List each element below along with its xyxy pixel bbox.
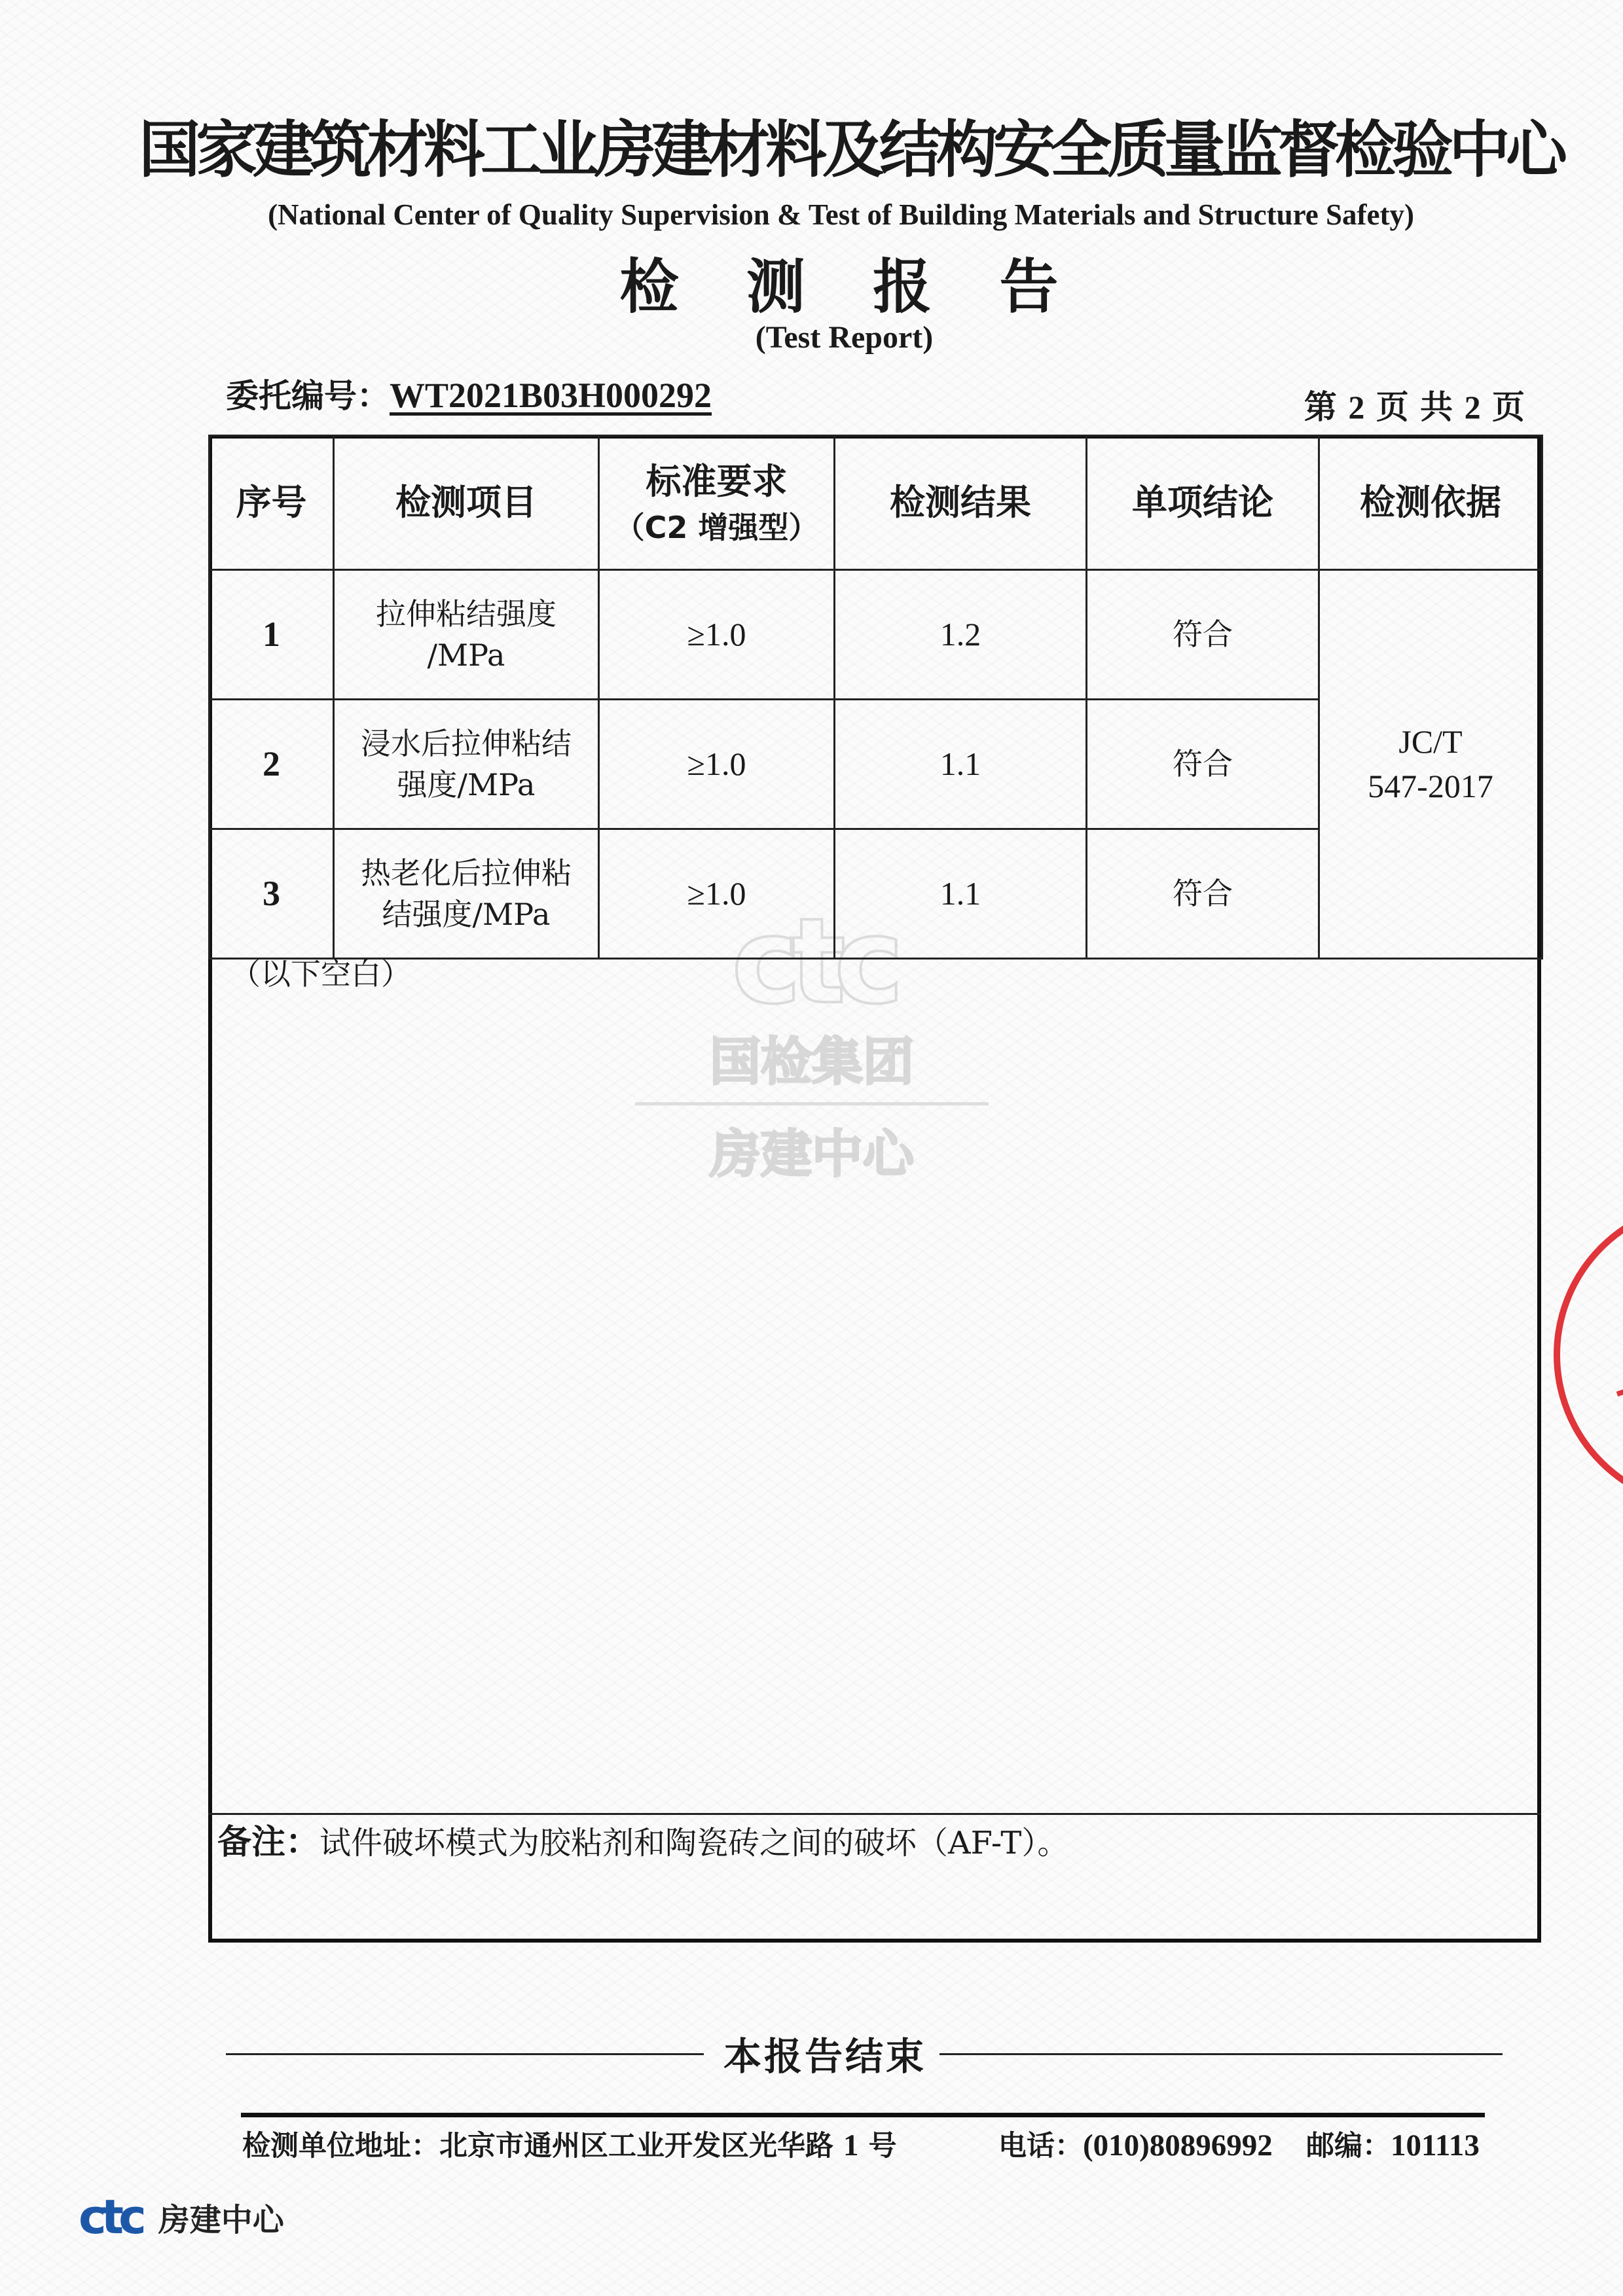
page-suffix: 页 bbox=[1492, 388, 1525, 426]
report-title-english: (Test Report) bbox=[755, 320, 934, 355]
header-result: 检测结果 bbox=[835, 436, 1087, 570]
row-standard: ≥1.0 bbox=[599, 829, 835, 959]
row-item-line2: /MPa bbox=[427, 637, 505, 673]
end-rule-left bbox=[226, 2053, 704, 2055]
phone bbox=[998, 2124, 1273, 2164]
remarks bbox=[217, 1814, 1068, 1863]
page-mid: 页 共 bbox=[1376, 388, 1453, 426]
watermark-logo: ctc bbox=[731, 893, 892, 1030]
address-label: 检测单位地址： bbox=[242, 2130, 439, 2162]
table-header-row bbox=[210, 436, 1542, 570]
test-basis bbox=[1319, 570, 1542, 959]
remarks-label: 备注： bbox=[217, 1823, 320, 1862]
report-title: 检 测 报 告 bbox=[619, 253, 1082, 321]
address-value: 北京市通州区工业开发区光华路 bbox=[439, 2130, 833, 2162]
row-item bbox=[334, 700, 599, 829]
header-item: 检测项目 bbox=[334, 436, 599, 570]
watermark-line1: 国检集团 bbox=[709, 1033, 914, 1092]
row-result: 1.1 bbox=[835, 700, 1087, 829]
row-item-line1: 热老化后拉伸粘 bbox=[361, 855, 572, 891]
page-prefix: 第 bbox=[1304, 388, 1337, 426]
organization-name-english: (National Center of Quality Supervision & Test of Building Materials and Structure Safety) bbox=[268, 198, 1414, 231]
organization-name: 国家建筑材料工业房建材料及结构安全质量监督检验中心 bbox=[138, 115, 1563, 186]
row-item-line2: 结强度/MPa bbox=[382, 896, 551, 932]
row-conclusion: 符合 bbox=[1087, 829, 1319, 959]
header-basis: 检测依据 bbox=[1319, 436, 1542, 570]
watermark-line2: 房建中心 bbox=[709, 1125, 914, 1184]
remarks-text: 试件破坏模式为胶粘剂和陶瓷砖之间的破坏（AF-T）。 bbox=[319, 1825, 1069, 1861]
row-standard: ≥1.0 bbox=[599, 570, 835, 700]
row-seq: 1 bbox=[210, 570, 334, 700]
postcode-label: 邮编： bbox=[1306, 2130, 1391, 2162]
footer-rule bbox=[241, 2113, 1485, 2117]
phone-label: 电话： bbox=[998, 2130, 1083, 2162]
header-conclusion: 单项结论 bbox=[1087, 436, 1319, 570]
address-suffix: 号 bbox=[868, 2130, 897, 2162]
header-standard-line2: （C2 增强型） bbox=[614, 509, 819, 545]
footer-contact bbox=[242, 2124, 1486, 2164]
row-item-line1: 拉伸粘结强度 bbox=[376, 596, 556, 632]
row-item-line2: 强度/MPa bbox=[397, 766, 536, 802]
row-conclusion: 符合 bbox=[1087, 570, 1319, 700]
row-item-line1: 浸水后拉伸粘结 bbox=[361, 726, 572, 762]
header-standard-line1: 标准要求 bbox=[646, 461, 788, 502]
row-item bbox=[334, 829, 599, 959]
row-result: 1.1 bbox=[835, 829, 1087, 959]
commission-number-value: WT2021B03H000292 bbox=[390, 376, 712, 415]
official-seal-icon bbox=[1545, 1191, 1623, 1518]
ctc-logo: ctc bbox=[79, 2189, 141, 2244]
brand-text: 房建中心 bbox=[158, 2201, 284, 2238]
row-result: 1.2 bbox=[835, 570, 1087, 700]
end-of-report bbox=[226, 2026, 1503, 2078]
postcode-value: 101113 bbox=[1391, 2128, 1480, 2162]
postcode bbox=[1306, 2124, 1480, 2164]
phone-value: (010)80896992 bbox=[1083, 2128, 1273, 2162]
row-conclusion: 符合 bbox=[1087, 700, 1319, 829]
commission-number-label: 委托编号： bbox=[226, 377, 390, 415]
test-basis-line2: 547-2017 bbox=[1368, 767, 1493, 804]
address-number: 1 bbox=[843, 2128, 859, 2162]
row-item bbox=[334, 570, 599, 700]
row-seq: 2 bbox=[210, 700, 334, 829]
end-of-report-text: 本报告结束 bbox=[723, 2034, 927, 2079]
page-indicator bbox=[1304, 381, 1525, 428]
row-standard: ≥1.0 bbox=[599, 700, 835, 829]
test-basis-line1: JC/T bbox=[1398, 723, 1463, 760]
header-seq: 序号 bbox=[210, 436, 334, 570]
blank-below-note: （以下空白） bbox=[230, 956, 411, 992]
watermark-divider bbox=[635, 1102, 989, 1105]
results-table bbox=[208, 435, 1543, 960]
brand bbox=[79, 2189, 284, 2244]
commission-number bbox=[226, 370, 712, 417]
header-standard bbox=[599, 436, 835, 570]
table-row bbox=[210, 570, 1542, 700]
page-total: 2 bbox=[1464, 389, 1481, 425]
page-current: 2 bbox=[1348, 389, 1365, 425]
row-seq: 3 bbox=[210, 829, 334, 959]
end-rule-right bbox=[939, 2053, 1503, 2055]
